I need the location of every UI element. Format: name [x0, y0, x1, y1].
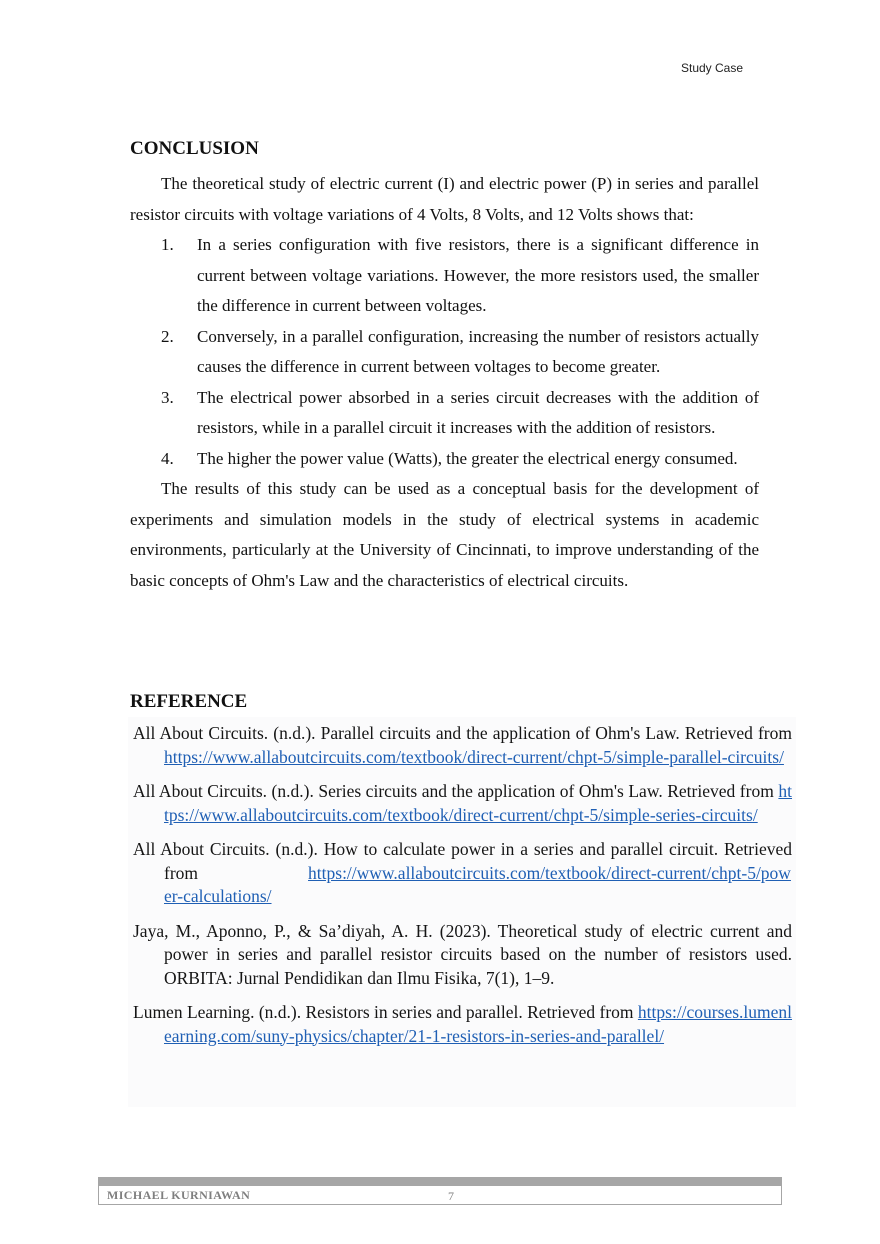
reference-text: All About Circuits. (n.d.). Series circuits and the application of Ohm's Law. Retrieved from: [133, 781, 774, 801]
reference-entry: [133, 920, 792, 991]
reference-text: All About Circuits. (n.d.). Parallel circuits and the application of Ohm's Law. Retrieved from: [133, 723, 792, 743]
footer-bar: [98, 1177, 782, 1186]
reference-text: All About Circuits. (n.d.). How to calculate power in a series and parallel circuit. Retrieved from: [133, 839, 792, 883]
running-header: Study Case: [681, 61, 744, 75]
footer-author: MICHAEL KURNIAWAN: [107, 1188, 251, 1202]
list-item-number: 1.: [161, 235, 174, 254]
list-item-text: Conversely, in a parallel configuration, increasing the number of resistors actually causes the difference in current between voltages to become greater.: [197, 326, 759, 376]
list-item: [130, 383, 759, 444]
reference-heading: REFERENCE: [130, 691, 248, 712]
reference-link[interactable]: https://courses.lumenlearning.com/suny-physics/chapter/21-1-resistors-in-series-and-parallel/: [164, 1002, 793, 1046]
list-item-number: 3.: [161, 387, 174, 407]
list-item-text: The electrical power absorbed in a series circuit decreases with the addition of resistors, while in a parallel circuit it increases with the addition of resistors.: [197, 387, 759, 437]
list-item-number: 4.: [161, 448, 174, 468]
reference-text: Lumen Learning. (n.d.). Resistors in series and parallel. Retrieved from: [133, 1002, 634, 1022]
reference-link[interactable]: https://www.allaboutcircuits.com/textbook/direct-current/chpt-5/simple-parallel-circuits/: [164, 746, 784, 767]
reference-list: [133, 722, 792, 1059]
list-item-number: 2.: [161, 326, 174, 346]
conclusion-intro: The theoretical study of electric current (I) and electric power (P) in series and parallel resistor circuits with voltage variations of 4 Volts, 8 Volts, and 12 Volts shows that:: [130, 174, 759, 224]
reference-entry: [133, 838, 792, 909]
reference-text: Jaya, M., Aponno, P., & Sa’diyah, A. H. (2023). Theoretical study of electric current and power in series and parallel resistor circuits based on the number of resistors used. ORBITA: Jurnal Pendidikan dan Ilmu Fisika, 7(1), 1–9.: [133, 920, 792, 988]
reference-entry: [133, 780, 792, 827]
list-item: [130, 230, 759, 322]
reference-entry: [133, 722, 792, 769]
list-item-text: In a series configuration with five resistors, there is a significant difference in current between voltage variations. However, the more resistors used, the smaller the difference in current between voltages.: [197, 235, 759, 315]
reference-link[interactable]: https://www.allaboutcircuits.com/textbook/direct-current/chpt-5/simple-series-circuits/: [164, 781, 793, 825]
conclusion-list: [130, 230, 759, 474]
page-number: 7: [448, 1189, 454, 1203]
reference-link[interactable]: https://www.allaboutcircuits.com/textbook/direct-current/chpt-5/power-calculations/: [164, 862, 791, 906]
conclusion-closing: The results of this study can be used as a conceptual basis for the development of experiments and simulation models in the study of electrical systems in academic environments, particularly at the University of Cincinnati, to improve understanding of the basic concepts of Ohm's Law and the characteristics of electrical circuits.: [130, 479, 759, 590]
list-item: [130, 322, 759, 383]
list-item: [130, 444, 759, 475]
list-item-text: The higher the power value (Watts), the greater the electrical energy consumed.: [197, 448, 738, 468]
conclusion-body: [130, 169, 759, 596]
reference-entry: [133, 1001, 792, 1048]
conclusion-heading: CONCLUSION: [130, 138, 259, 159]
